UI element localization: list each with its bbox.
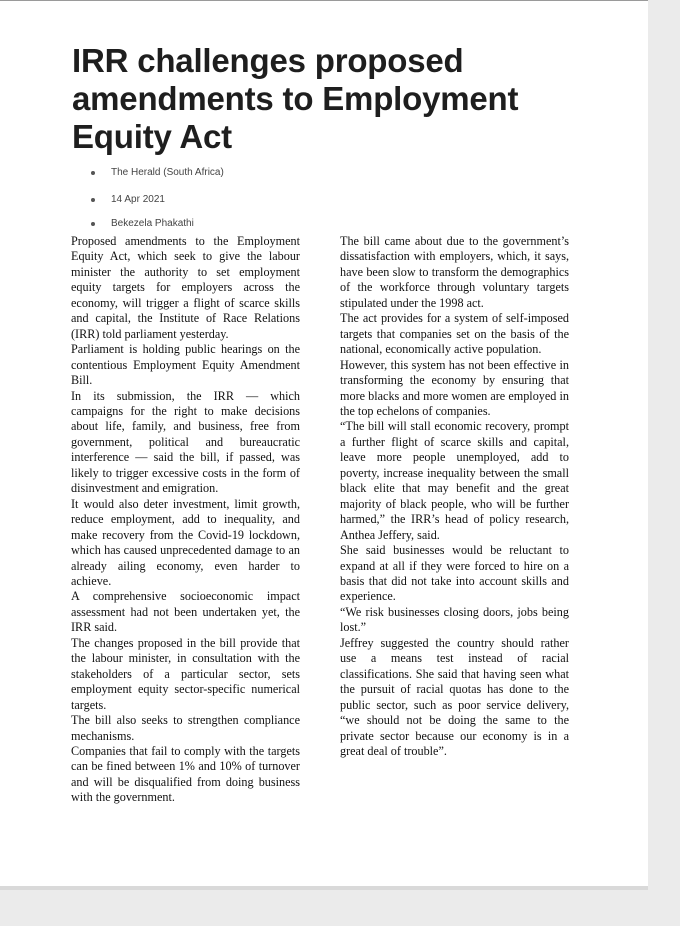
article-title: IRR challenges proposed amendments to Employment Equity Act bbox=[72, 42, 519, 155]
paragraph: In its submission, the IRR — which campaigns for the right to make decisions about life, family, and business, free from government, political and bureaucratic interference — said the bill, if passed, was likely to trigger excessive costs in the form of disinvestment and emigration. bbox=[71, 388, 300, 496]
article-column-right bbox=[340, 234, 569, 759]
paragraph: However, this system has not been effective in transforming the economy by ensuring that more blacks and more women are employed in the top echelons of companies. bbox=[340, 357, 569, 418]
meta-date-text: 14 Apr 2021 bbox=[111, 194, 165, 205]
paragraph: “The bill will stall economic recovery, prompt a further flight of scarce skills and capital, leave more people unemployed, add to poverty, increase inequality between the small black elite that may benefit and the great majority of black people, who will be further harmed,” the IRR’s head of policy research, Anthea Jeffery, said. bbox=[340, 419, 569, 542]
page-bottom-edge bbox=[0, 886, 648, 890]
paragraph: The bill also seeks to strengthen compliance mechanisms. bbox=[71, 713, 300, 743]
meta-author-text: Bekezela Phakathi bbox=[111, 218, 194, 229]
paragraph: “We risk businesses closing doors, jobs being lost.” bbox=[340, 604, 569, 635]
paragraph: It would also deter investment, limit growth, reduce employment, add to inequality, and make recovery from the Covid-19 lockdown, which has caused unprecedented damage to an already ailing economy, even harder to achieve. bbox=[71, 496, 300, 588]
bullet-icon bbox=[91, 198, 95, 202]
paragraph: Proposed amendments to the Employment Equity Act, which seek to give the labour minister the authority to set employment equity targets for employers across the economy, will trigger a flight of scarce skills and capital, the Institute of Race Relations (IRR) told parliament yesterday. bbox=[71, 234, 300, 341]
paragraph: She said businesses would be reluctant to expand at all if they were forced to hire on a basis that did not take into account skills and experience. bbox=[340, 543, 569, 604]
paragraph: Parliament is holding public hearings on the contentious Employment Equity Amendment Bill. bbox=[71, 342, 300, 388]
paragraph: Jeffrey suggested the country should rather use a means test instead of racial classifications. She said that having seen what the pursuit of racial quotas has done to the public sector, such as poor service delivery, “we should not be doing the same to the private sector because our economy is in a great deal of trouble”. bbox=[340, 635, 569, 758]
paragraph: The bill came about due to the government’s dissatisfaction with employers, which, it says, have been slow to transform the demographics of the workforce through voluntary targets stipulated under the 1998 act. bbox=[340, 234, 569, 310]
paragraph: A comprehensive socioeconomic impact assessment had not been undertaken yet, the IRR said. bbox=[71, 589, 300, 635]
paragraph: Companies that fail to comply with the targets can be fined between 1% and 10% of turnover and will be disqualified from doing business with the government. bbox=[71, 743, 300, 805]
paragraph: The changes proposed in the bill provide that the labour minister, in consultation with the stakeholders of a particular sector, sets employment equity sector-specific numerical targets. bbox=[71, 635, 300, 712]
meta-author bbox=[88, 218, 224, 229]
bullet-icon bbox=[91, 222, 95, 226]
meta-date bbox=[88, 194, 224, 218]
paragraph: The act provides for a system of self-imposed targets that companies set on the basis of the national, economically active population. bbox=[340, 311, 569, 357]
meta-source-text: The Herald (South Africa) bbox=[111, 167, 224, 178]
bullet-icon bbox=[91, 171, 95, 175]
article-meta-list bbox=[88, 167, 224, 229]
meta-source bbox=[88, 167, 224, 194]
article-column-left bbox=[71, 234, 300, 806]
